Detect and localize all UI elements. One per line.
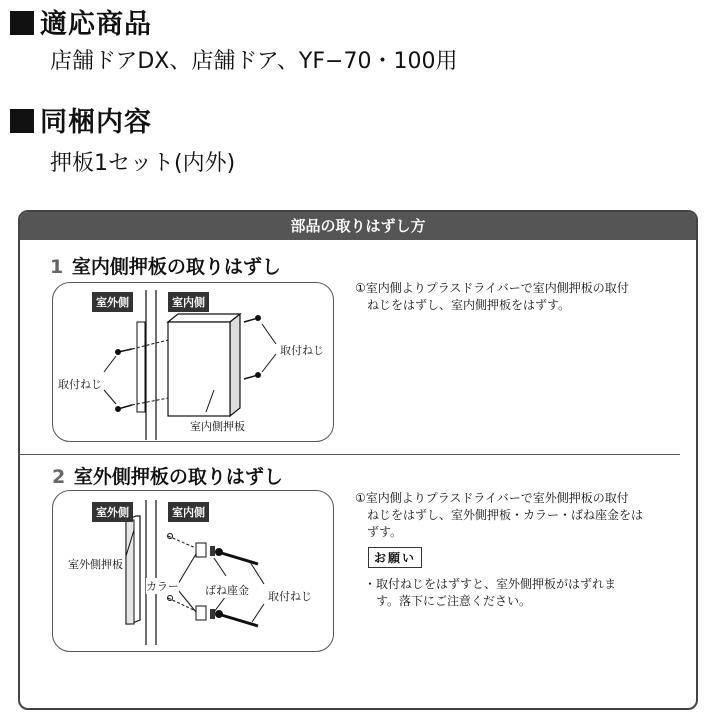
step1-number: 1 xyxy=(50,256,64,278)
step1-screw-label-left: 取付ねじ xyxy=(58,378,102,391)
arrow-icon xyxy=(104,390,116,404)
screw-icon xyxy=(115,405,132,412)
step1-screw-label-right: 取付ねじ xyxy=(280,344,324,357)
step2-inner-tag: 室内側 xyxy=(168,502,209,522)
step2-plate-label: 室外側押板 xyxy=(68,558,123,571)
step1-outer-tag: 室外側 xyxy=(92,292,133,312)
step1-plate-label: 室内側押板 xyxy=(190,420,245,433)
step2-note-line2: す。落下にご注意ください。 xyxy=(376,594,532,608)
package-contents-text: 押板1セット(内外) xyxy=(50,151,236,176)
package-contents-title: 同梱内容 xyxy=(40,107,152,138)
panel-header: 部品の取りはずし方 xyxy=(20,212,696,240)
arrow-icon xyxy=(262,354,276,372)
step-divider xyxy=(18,454,680,455)
step2-title-text: 室外側押板の取りはずし xyxy=(73,466,283,488)
arrow-icon xyxy=(262,324,276,344)
step1-title-text: 室内側押板の取りはずし xyxy=(71,256,281,278)
step1-instruction-line1: ①室内側よりプラスドライバーで室内側押板の取付 xyxy=(355,281,629,295)
step2-collar-label: カラー xyxy=(146,580,179,593)
screw-icon xyxy=(115,349,132,355)
inner-plate xyxy=(168,322,230,416)
step2-screw-label: 取付ねじ xyxy=(268,590,312,603)
step2-washer-label: ばね座金 xyxy=(205,584,249,597)
applicable-products-text: 店舗ドアDX、店舗ドア、YF−70・100用 xyxy=(50,49,458,74)
step2-title xyxy=(52,462,283,489)
step2-instruction-line1: ①室内側よりプラスドライバーで室外側押板の取付 xyxy=(355,491,629,505)
step2-outer-tag: 室外側 xyxy=(92,502,133,522)
arrow-icon xyxy=(104,356,116,372)
step1-instruction-line2: ねじをはずし、室内側押板をはずす。 xyxy=(367,298,571,312)
step2-note-line1: ・取付ねじをはずすと、室外側押板がはずれま xyxy=(364,577,617,591)
step2-instruction-line2: ねじをはずし、室外側押板・カラー・ばね座金をは xyxy=(367,508,644,522)
step2-note xyxy=(364,576,616,610)
screw-icon xyxy=(244,372,261,379)
outer-stub xyxy=(137,322,145,412)
step1-inner-tag: 室内側 xyxy=(168,292,209,312)
step2-number: 2 xyxy=(52,466,66,488)
inner-plate-side xyxy=(168,314,240,322)
step2-instruction xyxy=(355,490,643,541)
note-label: お願い xyxy=(368,547,422,568)
screw-icon xyxy=(244,315,261,322)
step2-instruction-line3: ずす。 xyxy=(367,525,403,539)
inner-plate-edge xyxy=(230,314,240,416)
step1-instruction xyxy=(355,280,629,314)
applicable-products-title: 適応商品 xyxy=(40,9,152,40)
